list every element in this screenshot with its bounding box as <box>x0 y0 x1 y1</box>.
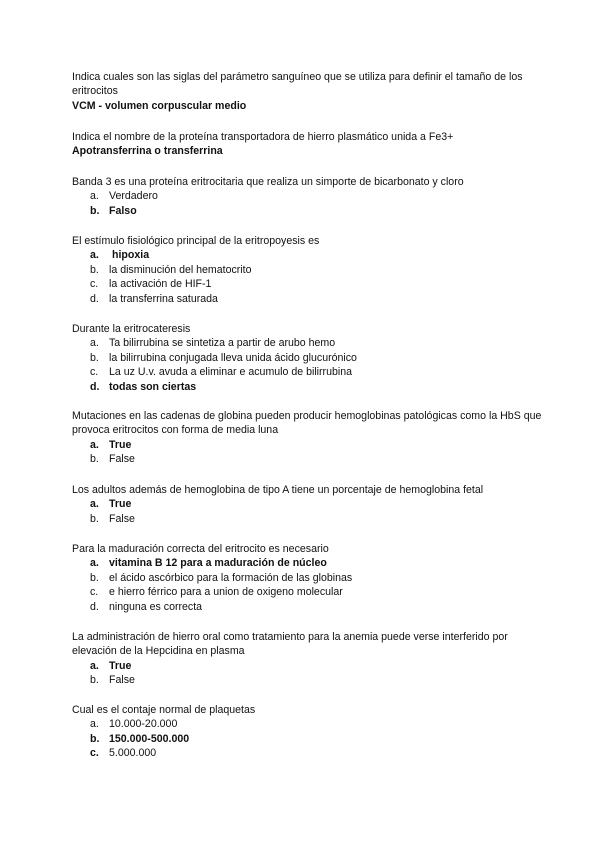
option-marker: b. <box>90 732 100 745</box>
option-text: Falso <box>109 204 137 217</box>
option <box>72 585 542 599</box>
option-text: e hierro férrico para a union de oxigeno molecular <box>109 586 343 599</box>
option-marker: a. <box>90 438 99 451</box>
question-1-prompt: Indica cuales son las siglas del parámetro sanguíneo que se utiliza para definir el tamaño de los eritrocitos <box>72 71 523 98</box>
option-text: la transferrina saturada <box>109 292 218 305</box>
option <box>72 365 542 379</box>
option-marker: a. <box>90 498 99 511</box>
option-text: hipoxia <box>112 249 150 262</box>
question-6-options <box>72 438 542 467</box>
option-text: la disminución del hematocrito <box>109 263 252 276</box>
option-text: La uz U.v. avuda a eliminar e acumulo de bilirrubina <box>109 366 352 379</box>
option-text: la bilirrubina conjugada lleva unida ácido glucurónico <box>109 351 357 364</box>
question-7-prompt: Los adultos además de hemoglobina de tipo A tiene un porcentaje de hemoglobina fetal <box>72 484 484 496</box>
option-marker: c. <box>90 366 99 379</box>
question-1 <box>72 70 542 113</box>
option-marker: c. <box>90 278 99 291</box>
option <box>72 746 542 760</box>
question-3 <box>72 175 542 218</box>
option-text: True <box>109 659 132 672</box>
question-10 <box>72 703 542 761</box>
option-marker: a. <box>90 249 99 262</box>
option <box>72 600 542 614</box>
question-9-options <box>72 659 542 688</box>
option-correct <box>72 248 542 262</box>
option-marker: b. <box>90 204 100 217</box>
question-5-options <box>72 336 542 394</box>
option-correct <box>72 732 542 746</box>
option-text: 5.000.000 <box>109 747 157 760</box>
option-marker: b. <box>90 351 99 364</box>
option <box>72 336 542 350</box>
option-text: ninguna es correcta <box>109 600 203 613</box>
question-3-prompt: Banda 3 es una proteína eritrocitaria que realiza un simporte de bicarbonato y cloro <box>72 176 464 188</box>
option-correct <box>72 659 542 673</box>
option-marker: a. <box>90 718 99 731</box>
option <box>72 673 542 687</box>
question-10-options <box>72 717 542 760</box>
option-correct <box>72 380 542 394</box>
question-5-prompt: Durante la eritrocateresis <box>72 323 191 335</box>
option-marker: d. <box>90 380 100 393</box>
option-text: todas son ciertas <box>109 380 197 393</box>
option-marker: a. <box>90 659 99 672</box>
question-1-answer: VCM - volumen corpuscular medio <box>72 99 247 112</box>
question-3-options <box>72 189 542 218</box>
option-marker: c. <box>90 747 99 760</box>
option-text: 150.000-500.000 <box>109 732 190 745</box>
option <box>72 277 542 291</box>
option <box>72 189 542 203</box>
option-marker: a. <box>90 337 99 350</box>
question-8 <box>72 542 542 614</box>
question-6-prompt: Mutaciones en las cadenas de globina pueden producir hemoglobinas patológicas como la HbS que provoca eritrocitos con forma de media luna <box>72 410 542 437</box>
option-marker: a. <box>90 557 99 570</box>
question-8-options <box>72 556 542 614</box>
question-4 <box>72 234 542 306</box>
option-text: Ta bilirrubina se sintetiza a partir de arubo hemo <box>109 337 336 350</box>
option <box>72 512 542 526</box>
option-text: vitamina B 12 para a maduración de núcleo <box>109 557 327 570</box>
option-marker: a. <box>90 190 99 203</box>
option-correct <box>72 438 542 452</box>
option-text: True <box>109 438 132 451</box>
option-marker: b. <box>90 674 99 687</box>
option-text: el ácido ascórbico para la formación de las globinas <box>109 571 353 584</box>
question-2-answer: Apotransferrina o transferrina <box>72 145 223 158</box>
question-6 <box>72 409 542 467</box>
question-2-prompt: Indica el nombre de la proteína transportadora de hierro plasmático unida a Fe3+ <box>72 131 454 143</box>
option-marker: d. <box>90 600 99 613</box>
question-10-prompt: Cual es el contaje normal de plaquetas <box>72 704 256 716</box>
option-correct <box>72 204 542 218</box>
option-marker: b. <box>90 453 99 466</box>
option <box>72 571 542 585</box>
option-marker: c. <box>90 586 99 599</box>
question-9 <box>72 630 542 688</box>
option-correct <box>72 497 542 511</box>
question-2 <box>72 130 542 159</box>
option <box>72 717 542 731</box>
option-text: False <box>109 453 135 466</box>
option-marker: b. <box>90 512 99 525</box>
question-4-prompt: El estímulo fisiológico principal de la eritropoyesis es <box>72 235 320 247</box>
option-text: False <box>109 512 135 525</box>
option-marker: b. <box>90 263 99 276</box>
question-9-prompt: La administración de hierro oral como tratamiento para la anemia puede verse interferido por elevación de la Hepcidina en plasma <box>72 631 508 658</box>
question-8-prompt: Para la maduración correcta del eritrocito es necesario <box>72 543 329 555</box>
option <box>72 452 542 466</box>
option-marker: d. <box>90 292 99 305</box>
option <box>72 292 542 306</box>
question-4-options <box>72 248 542 306</box>
question-7-options <box>72 497 542 526</box>
option-correct <box>72 556 542 570</box>
option-text: False <box>109 674 135 687</box>
option-text: la activación de HIF-1 <box>109 278 212 291</box>
option-text: 10.000-20.000 <box>109 718 178 731</box>
option <box>72 263 542 277</box>
option-marker: b. <box>90 571 99 584</box>
option <box>72 351 542 365</box>
question-5 <box>72 322 542 394</box>
question-7 <box>72 483 542 526</box>
option-text: Verdadero <box>109 190 158 203</box>
option-text: True <box>109 498 132 511</box>
